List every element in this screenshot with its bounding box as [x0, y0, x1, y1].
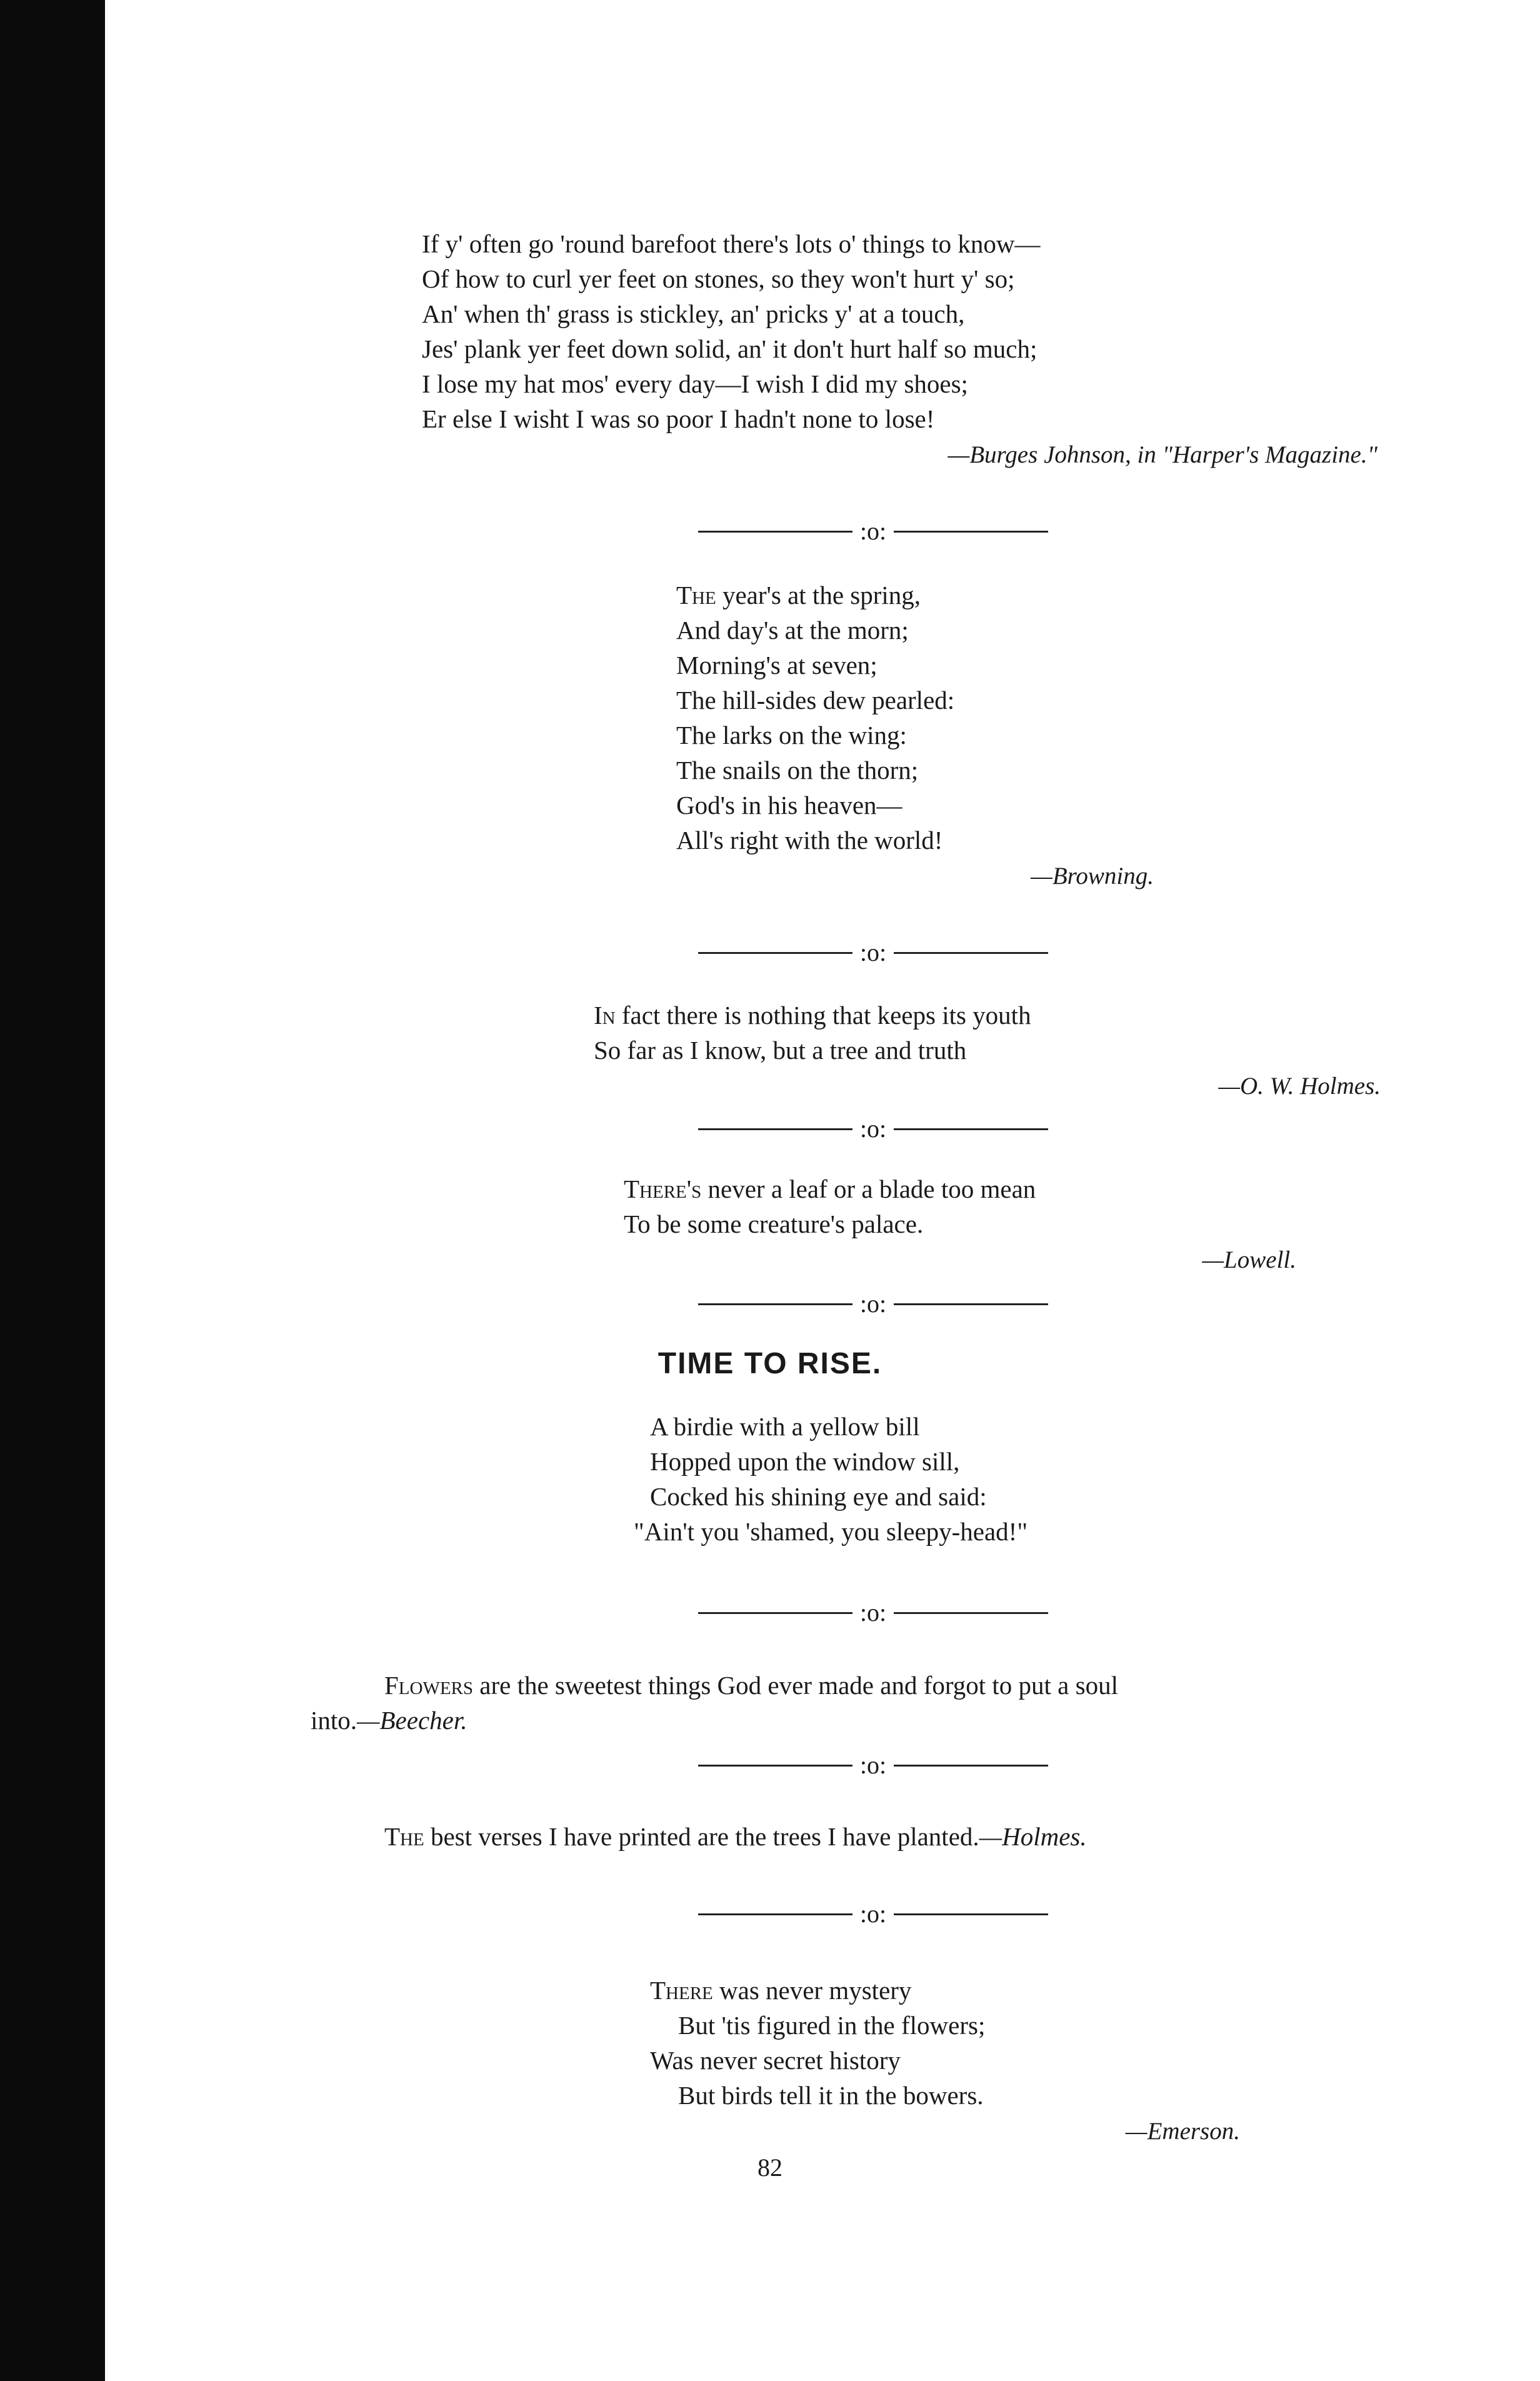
verse-line: Cocked his shining eye and said: — [650, 1482, 987, 1511]
line-text: are the sweetest things God ever made and forgot to put a soul — [473, 1671, 1118, 1700]
verse-line: But 'tis figured in the flowers; — [678, 2011, 986, 2040]
separator — [698, 1902, 1048, 1927]
separator — [698, 1753, 1048, 1778]
verse-line: All's right with the world! — [676, 826, 943, 855]
separator-mark: :o: — [859, 938, 887, 966]
verse-line: God's in his heaven— — [676, 791, 902, 820]
separator-rule — [894, 1128, 1048, 1130]
separator-rule — [894, 1303, 1048, 1305]
scan-edge — [0, 0, 105, 2381]
verse-line — [624, 1176, 1036, 1202]
line-text: was never mystery — [712, 1976, 912, 2005]
prose-line — [384, 1673, 1118, 1698]
verse-line: Morning's at seven; — [676, 651, 878, 679]
attribution: —Lowell. — [1202, 1246, 1296, 1273]
verse-line — [676, 583, 921, 608]
separator-mark: :o: — [859, 1598, 887, 1627]
separator-mark: :o: — [859, 1290, 887, 1318]
verse-line: To be some creature's palace. — [624, 1210, 924, 1238]
line-text: year's at the spring, — [716, 581, 921, 609]
separator — [698, 1116, 1048, 1141]
separator-rule — [894, 531, 1048, 533]
separator-rule — [894, 1612, 1048, 1614]
lead-word: There's — [624, 1175, 702, 1203]
separator-mark: :o: — [859, 1751, 887, 1779]
separator-rule — [698, 1612, 852, 1614]
separator-rule — [894, 952, 1048, 954]
attribution: —Burges Johnson, in "Harper's Magazine." — [948, 441, 1378, 468]
separator-rule — [894, 1913, 1048, 1915]
attribution: —Emerson. — [1125, 2118, 1240, 2145]
verse-line: Hopped upon the window sill, — [650, 1447, 960, 1476]
verse-line — [594, 1003, 1031, 1028]
separator — [698, 940, 1048, 965]
verse-line — [650, 1978, 911, 2003]
lead-word: There — [650, 1976, 713, 2005]
separator — [698, 519, 1048, 544]
attribution: —Browning. — [1031, 863, 1154, 890]
line-text: fact there is nothing that keeps its youth — [615, 1001, 1031, 1030]
separator-rule — [698, 1913, 852, 1915]
separator-rule — [698, 1765, 852, 1767]
page-number: 82 — [758, 2153, 782, 2182]
line-text: never a leaf or a blade too mean — [701, 1175, 1036, 1203]
line-text: into. — [311, 1706, 358, 1735]
separator-rule — [698, 952, 852, 954]
poem-title: TIME TO RISE. — [658, 1347, 882, 1380]
verse-line: I lose my hat mos' every day—I wish I did my shoes; — [422, 369, 968, 398]
separator-rule — [698, 1128, 852, 1130]
verse-line: An' when th' grass is stickley, an' pricks y' at a touch, — [422, 299, 965, 328]
separator-mark: :o: — [859, 1115, 887, 1143]
line-text: best verses I have printed are the trees I have planted. — [424, 1822, 979, 1851]
separator — [698, 1291, 1048, 1316]
verse-line: Er else I wisht I was so poor I hadn't none to lose! — [422, 404, 935, 433]
separator-rule — [894, 1765, 1048, 1767]
separator-mark: :o: — [859, 517, 887, 545]
verse-line: If y' often go 'round barefoot there's lots o' things to know— — [422, 229, 1041, 258]
separator — [698, 1600, 1048, 1625]
lead-word: In — [594, 1001, 616, 1030]
verse-line: "Ain't you 'shamed, you sleepy-head!" — [634, 1517, 1028, 1546]
verse-line: The snails on the thorn; — [676, 756, 919, 784]
lead-word: The — [676, 581, 716, 609]
verse-line: But birds tell it in the bowers. — [678, 2081, 984, 2110]
separator-mark: :o: — [859, 1900, 887, 1928]
attribution: —Holmes. — [979, 1822, 1087, 1851]
verse-line: The larks on the wing: — [676, 721, 907, 749]
lead-word: Flowers — [384, 1671, 474, 1700]
verse-line: The hill-sides dew pearled: — [676, 686, 955, 714]
attribution: —Beecher. — [357, 1706, 468, 1735]
verse-line: Jes' plank yer feet down solid, an' it don't hurt half so much; — [422, 334, 1038, 363]
verse-line: A birdie with a yellow bill — [650, 1412, 920, 1441]
verse-line: And day's at the morn; — [676, 616, 909, 644]
prose-line — [384, 1824, 1087, 1850]
separator-rule — [698, 531, 852, 533]
separator-rule — [698, 1303, 852, 1305]
prose-line — [311, 1708, 468, 1733]
verse-line: So far as I know, but a tree and truth — [594, 1036, 967, 1065]
attribution: —O. W. Holmes. — [1218, 1073, 1381, 1100]
lead-word: The — [384, 1822, 424, 1851]
verse-line: Was never secret history — [650, 2046, 901, 2075]
verse-line: Of how to curl yer feet on stones, so they won't hurt y' so; — [422, 264, 1015, 293]
